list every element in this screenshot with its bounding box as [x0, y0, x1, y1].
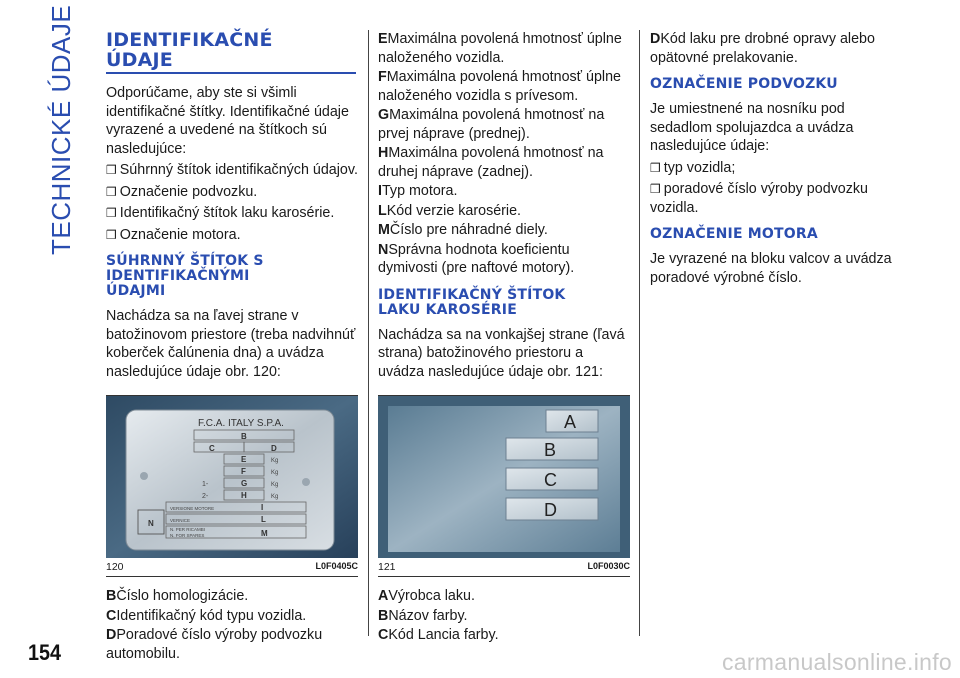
- checkbox-bullet-icon: ❒: [106, 227, 117, 242]
- column-divider-2: [639, 30, 640, 636]
- subheading-line: SÚHRNNÝ ŠTÍTOK S: [106, 253, 264, 269]
- rivet: [140, 472, 148, 480]
- plate-lower-caption: N. PER RICAMBI: [170, 527, 206, 532]
- plate-unit: Kg: [271, 470, 279, 476]
- legend-text: Správna hodnota koeficientu dymivosti (pre naftové motory).: [378, 241, 575, 276]
- chassis-text: Je umiestnené na nosníku pod sedadlom spolujazdca a uvádza nasledujúce údaje:: [650, 101, 854, 154]
- checkbox-bullet-icon: ❒: [650, 160, 661, 175]
- plate-letter-d: D: [544, 500, 557, 520]
- figure-120: [106, 395, 358, 577]
- legend-key: B: [106, 588, 117, 604]
- legend-key: M: [378, 222, 390, 238]
- subheading-paint-plate: [378, 288, 630, 318]
- subheading-line: IDENTIFIKAČNÝ ŠTÍTOK: [378, 286, 566, 303]
- legend-item: [106, 587, 358, 606]
- bullet-item: [106, 226, 358, 245]
- figure-number: 120: [106, 561, 124, 573]
- figure-121-legend: [378, 587, 630, 645]
- checkbox-bullet-icon: ❒: [106, 206, 117, 220]
- figure-121: [378, 395, 630, 577]
- legend-key: I: [378, 183, 382, 199]
- main-heading-line-1: IDENTIFIKAČNÉ: [106, 29, 273, 51]
- plate-letter-c: C: [544, 470, 557, 490]
- subheading-summary-plate: [106, 254, 358, 299]
- bullet-text: Označenie motora.: [119, 226, 241, 243]
- plate-unit: Kg: [271, 458, 279, 464]
- paint-plate-illustration: [378, 396, 630, 558]
- main-heading: [106, 30, 356, 74]
- legend-item: [378, 30, 630, 67]
- legend-key: G: [378, 107, 390, 123]
- legend-item: [378, 607, 630, 626]
- plate-legend-continued: [378, 30, 630, 278]
- legend-key: D: [106, 627, 117, 643]
- legend-text: Maximálna povolená hmotnosť na prvej náprave (prednej).: [378, 107, 605, 142]
- plate-label-e: E: [241, 455, 247, 464]
- column-1: [106, 30, 358, 664]
- bullet-item: [106, 161, 358, 180]
- intro-text: Odporúčame, aby ste si všimli identifikačné štítky. Identifikačné údaje vyrazené a uvedené na štítkoch sú nasledujúce:: [106, 85, 349, 157]
- legend-item: [378, 106, 630, 143]
- engine-text: Je vyrazené na bloku valcov a uvádza poradové výrobné číslo.: [650, 251, 892, 286]
- legend-key: C: [378, 627, 389, 643]
- legend-text: Výrobca laku.: [388, 588, 475, 604]
- plate-label-f: F: [241, 467, 246, 476]
- plate-label-g: G: [241, 479, 248, 488]
- legend-text: Maximálna povolená hmotnosť úplne naloženého vozidla.: [378, 31, 622, 66]
- legend-text: Kód verzie karosérie.: [386, 202, 522, 219]
- plate-label-n: N: [148, 519, 154, 528]
- legend-key: A: [378, 588, 389, 604]
- legend-item: [106, 626, 358, 663]
- figure-120-legend: [106, 587, 358, 663]
- bullet-item: [106, 183, 358, 202]
- figure-caption: [106, 558, 358, 573]
- plate-maker: F.C.A. ITALY S.P.A.: [198, 418, 284, 429]
- bullet-text: Označenie podvozku.: [119, 183, 258, 200]
- bullet-item: [650, 159, 895, 178]
- plate-lower-caption: VERNICE: [170, 518, 191, 523]
- checkbox-bullet-icon: ❒: [106, 184, 117, 199]
- checkbox-bullet-icon: ❒: [106, 163, 117, 177]
- legend-key: E: [378, 31, 388, 47]
- legend-text: Názov farby.: [388, 607, 468, 624]
- summary-plate-illustration: [106, 396, 358, 558]
- legend-item: [378, 587, 630, 606]
- figure-caption: [378, 558, 630, 573]
- legend-text: Poradové číslo výroby podvozku automobilu.: [106, 627, 323, 662]
- plate-label-c: C: [209, 444, 215, 453]
- plate-lower-caption: N. FOR SPARES: [170, 533, 205, 538]
- plate-label-m: M: [261, 529, 268, 538]
- legend-text: Číslo pre náhradné diely.: [389, 222, 548, 238]
- main-heading-line-2: ÚDAJE: [106, 49, 173, 71]
- bullet-text: poradové číslo výroby podvozku vozidla.: [650, 181, 869, 216]
- legend-item: [378, 182, 630, 201]
- plate-unit: Kg: [271, 482, 279, 488]
- plate-lower-caption: VERSIONE MOTORE: [170, 506, 215, 511]
- plate-letter-a: A: [564, 412, 577, 432]
- legend-key: L: [378, 202, 387, 219]
- plate-label-i: I: [261, 503, 264, 512]
- plate-label-b: B: [241, 432, 247, 441]
- plate-letter-b: B: [544, 440, 557, 460]
- subheading-line: LAKU KAROSÉRIE: [378, 301, 517, 318]
- legend-key: C: [106, 607, 117, 624]
- column-3: [650, 30, 895, 287]
- page-number: 154: [28, 640, 62, 665]
- subheading-chassis: OZNAČENIE PODVOZKU: [650, 76, 838, 92]
- legend-text: Číslo homologizácie.: [116, 588, 249, 604]
- rivet: [302, 478, 310, 486]
- plate-axle-label: 1-: [202, 481, 209, 488]
- legend-item: [378, 68, 630, 105]
- watermark: carmanualsonline.info: [721, 649, 952, 675]
- plate-unit: Kg: [271, 494, 279, 500]
- legend-item: [378, 221, 630, 240]
- legend-key: F: [378, 69, 387, 85]
- legend-key: B: [378, 607, 389, 624]
- legend-text: Maximálna povolená hmotnosť úplne naloženého vozidla s prívesom.: [378, 69, 621, 104]
- column-2: [378, 30, 630, 646]
- legend-text: Maximálna povolená hmotnosť na druhej náprave (zadnej).: [378, 145, 604, 180]
- bullet-item: [650, 180, 895, 217]
- summary-plate-text: Nachádza sa na ľavej strane v batožinovom priestore (treba nadvihnúť koberček čalúnenia dna) a uvádza nasledujúce údaje obr. 120:: [106, 308, 356, 380]
- checkbox-bullet-icon: ❒: [650, 182, 661, 196]
- legend-item: [378, 241, 630, 278]
- legend-item: [650, 30, 895, 67]
- plate-label-h: H: [241, 491, 247, 500]
- legend-item: [106, 607, 358, 626]
- plate-axle-label: 2-: [202, 493, 209, 500]
- legend-text: Identifikačný kód typu vozidla.: [116, 607, 307, 624]
- subheading-line: IDENTIFIKAČNÝMI: [106, 268, 250, 284]
- figure-code: L0F0405C: [315, 561, 358, 571]
- bullet-item: [106, 204, 358, 223]
- legend-item: [378, 626, 630, 645]
- legend-text: Kód Lancia farby.: [388, 627, 499, 643]
- plate-label-l: L: [261, 515, 266, 524]
- legend-item: [378, 202, 630, 221]
- figure-number: 121: [378, 561, 396, 573]
- bullet-text: typ vozidla;: [663, 159, 736, 176]
- legend-key: N: [378, 241, 389, 258]
- bullet-text: Identifikačný štítok laku karosérie.: [119, 205, 335, 221]
- subheading-line: ÚDAJMI: [106, 283, 166, 299]
- bullet-text: Súhrnný štítok identifikačných údajov.: [119, 162, 358, 178]
- plate-label-d: D: [271, 444, 277, 453]
- section-side-title: TECHNICKÉ ÚDAJE: [46, 4, 76, 255]
- legend-key: H: [378, 145, 389, 161]
- legend-text: Typ motora.: [381, 183, 458, 199]
- legend-item: [378, 144, 630, 181]
- legend-text: Kód laku pre drobné opravy alebo opätovné prelakovanie.: [650, 31, 875, 66]
- figure-code: L0F0030C: [587, 561, 630, 571]
- legend-key: D: [650, 31, 661, 47]
- subheading-engine: OZNAČENIE MOTORA: [650, 226, 818, 242]
- paint-plate-text: Nachádza sa na vonkajšej strane (ľavá strana) batožinového priestoru a uvádza nasledujúce údaje obr. 121:: [378, 326, 625, 380]
- column-divider-1: [368, 30, 369, 636]
